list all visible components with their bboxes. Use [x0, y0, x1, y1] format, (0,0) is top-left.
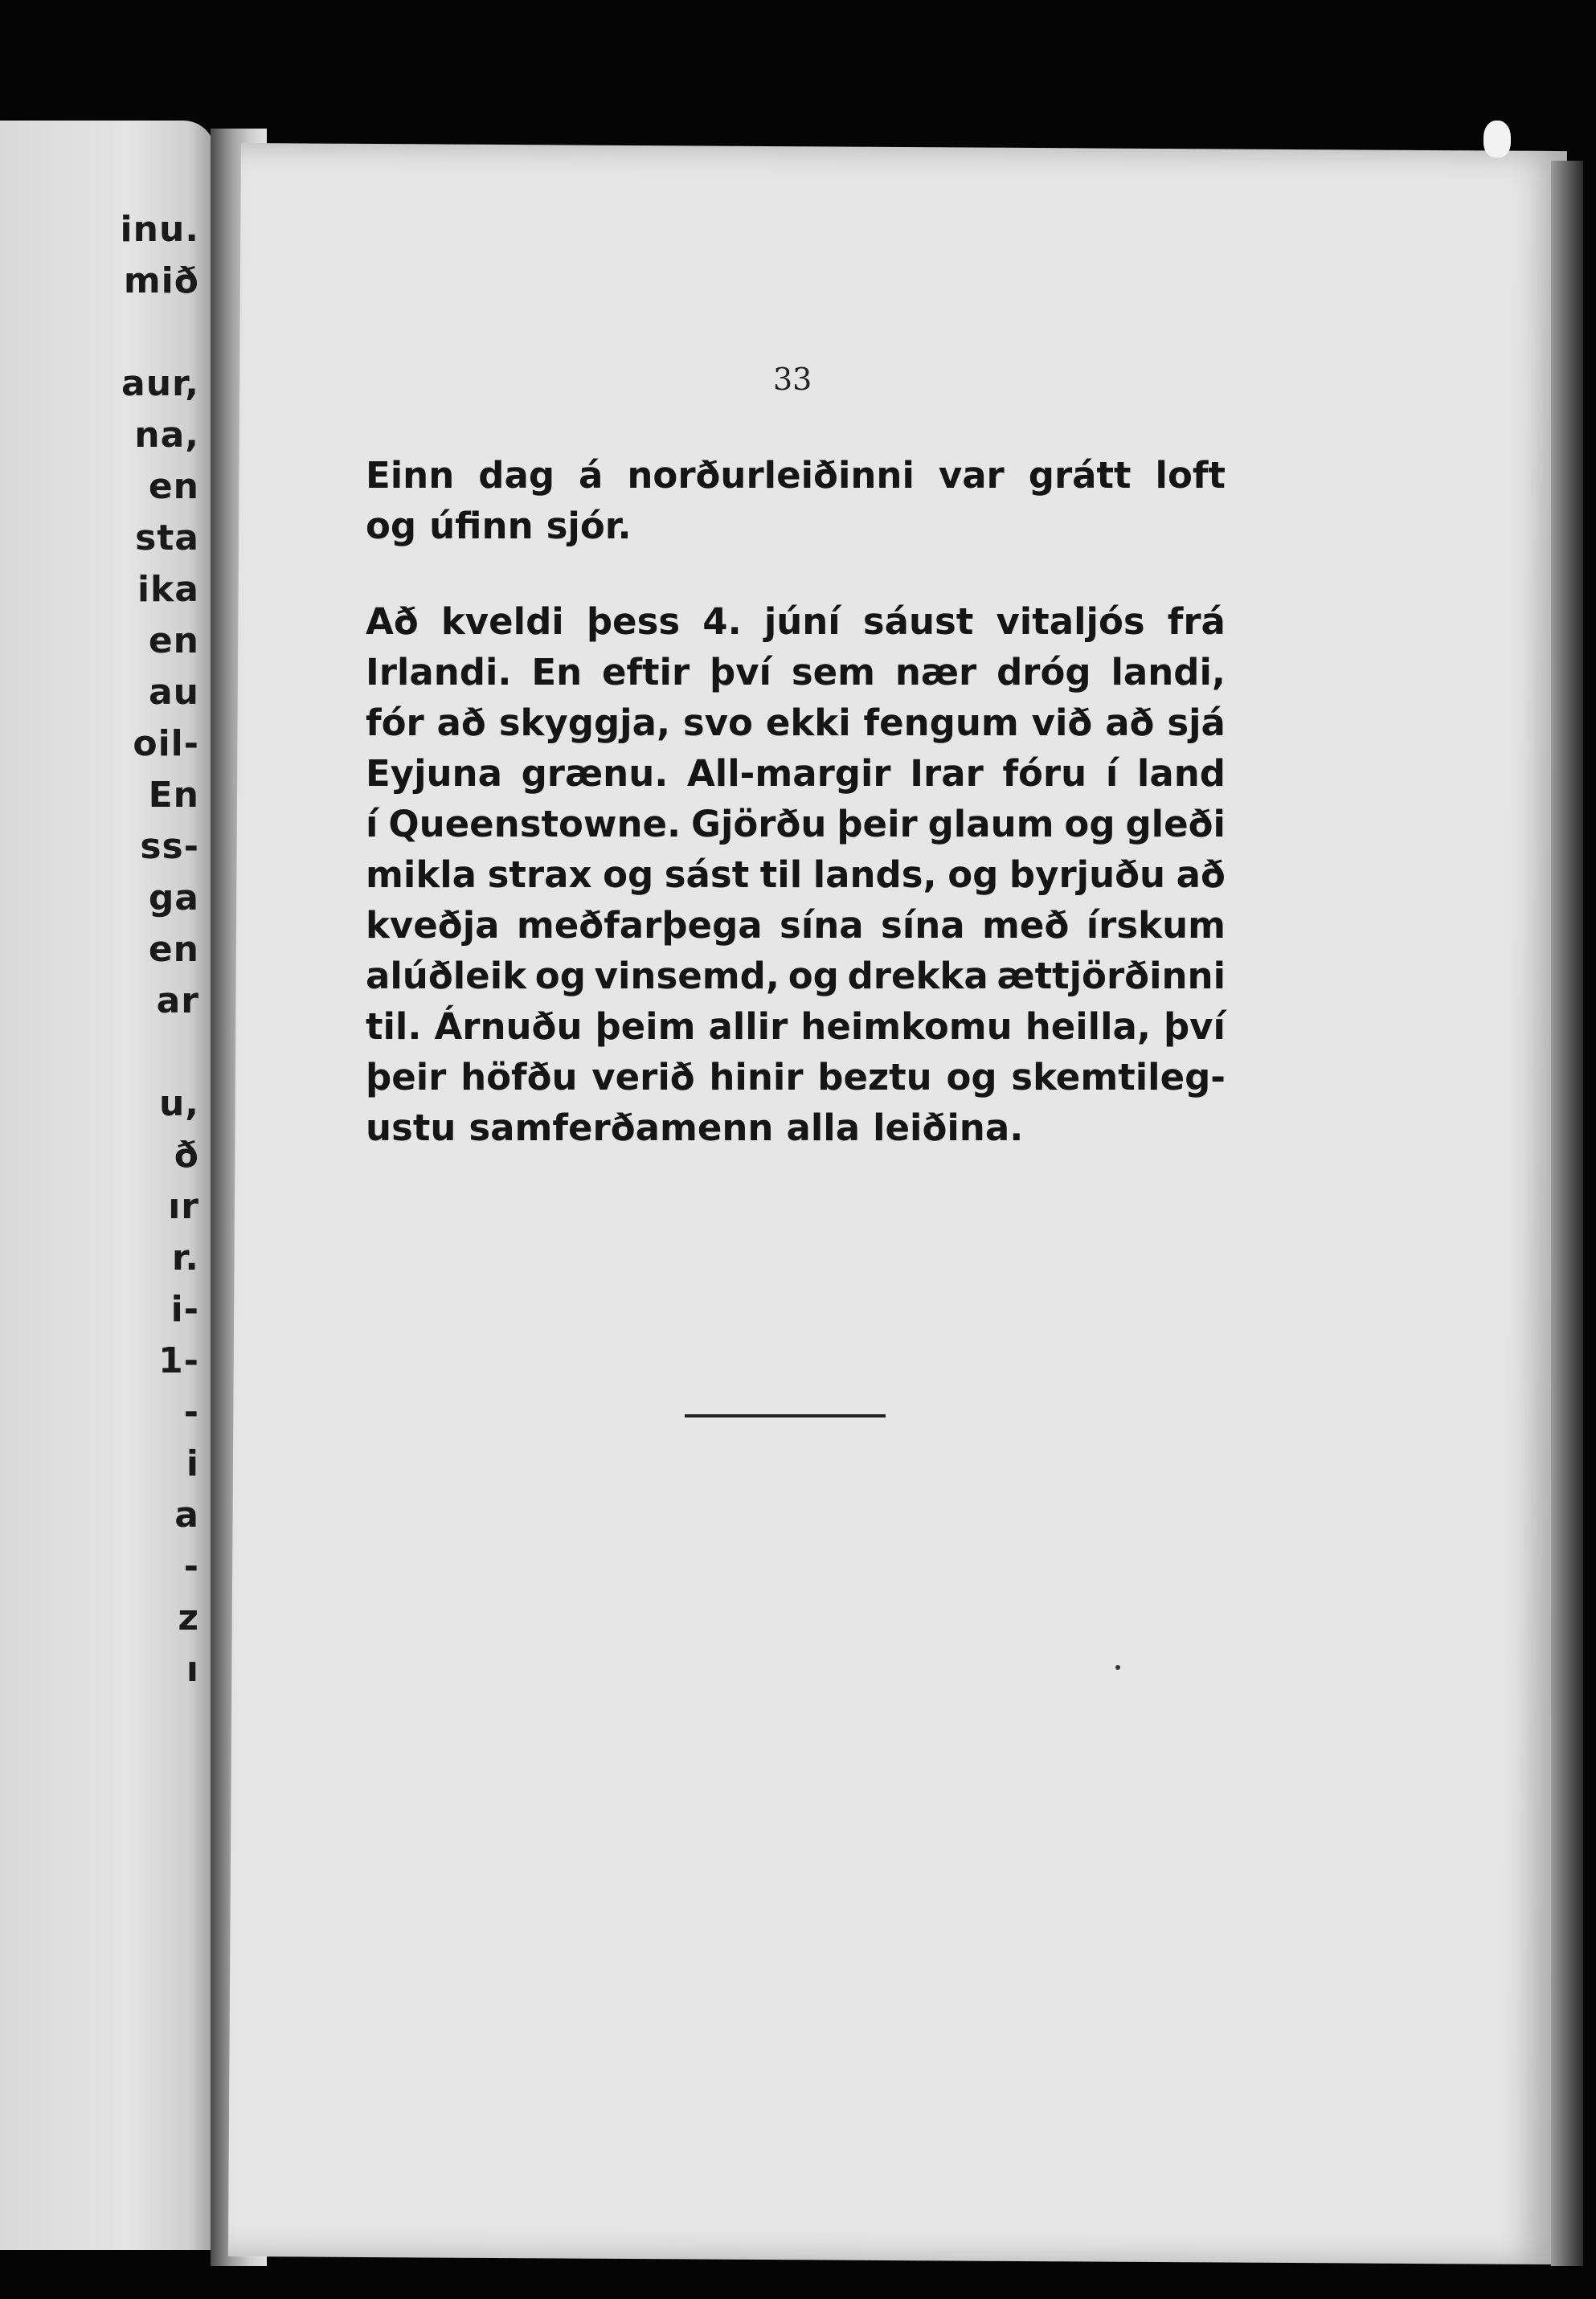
- word: gleði: [1125, 803, 1226, 845]
- page-edge-shadow: [1551, 161, 1583, 2266]
- word: fengum: [863, 702, 1019, 744]
- word: á: [579, 454, 604, 497]
- word: heilla,: [1025, 1005, 1151, 1048]
- word: samferðamenn: [469, 1107, 774, 1149]
- word: til.: [366, 1005, 422, 1048]
- word: En: [531, 651, 583, 693]
- text-line: [366, 900, 1226, 951]
- word: Árnuðu: [434, 1005, 583, 1048]
- word: allir: [708, 1005, 788, 1048]
- word: beztu: [817, 1056, 932, 1098]
- corner-mark: [1483, 121, 1511, 157]
- word: alúðleik: [366, 955, 527, 997]
- word: að: [1105, 702, 1155, 744]
- word: mikla: [366, 853, 477, 896]
- word: Queenstowne.: [388, 803, 681, 845]
- word: lands,: [812, 853, 937, 896]
- previous-page-fragment: [0, 121, 215, 2250]
- word: fóru: [1002, 752, 1087, 795]
- word: að: [436, 702, 486, 744]
- text-line: [366, 450, 1226, 501]
- word: og: [603, 853, 654, 896]
- word: Að: [366, 600, 419, 643]
- word: skemtileg-: [1011, 1056, 1226, 1098]
- text-line: [366, 1001, 1226, 1052]
- left-page-line: ga: [148, 877, 199, 918]
- word: 4.: [702, 600, 742, 643]
- left-page-line: 1-: [158, 1340, 199, 1381]
- word: grænu.: [521, 752, 669, 795]
- word: úfinn: [429, 505, 534, 547]
- left-page-line: sta: [135, 517, 199, 558]
- word: landi,: [1111, 651, 1226, 693]
- word: sína: [780, 904, 864, 947]
- left-page-line: z: [178, 1597, 199, 1638]
- word: alla: [786, 1107, 861, 1149]
- word: Gjörðu: [691, 803, 827, 845]
- text-line: [366, 596, 1226, 647]
- text-line: [366, 748, 1226, 799]
- word: með: [982, 904, 1070, 947]
- left-page-line: aur,: [121, 363, 199, 404]
- left-page-line: i-: [170, 1289, 199, 1330]
- word: því: [710, 651, 771, 693]
- left-page-line: ır: [168, 1186, 199, 1227]
- word: þeir: [366, 1056, 447, 1098]
- left-page-line: ı: [186, 1649, 199, 1690]
- word: Irlandi.: [366, 651, 512, 693]
- left-page-line: u,: [158, 1083, 199, 1124]
- text-line: [366, 849, 1226, 900]
- word: skyggja,: [498, 702, 671, 744]
- text-line: [366, 799, 1226, 849]
- word: ustu: [366, 1107, 456, 1149]
- left-page-line: i: [186, 1443, 199, 1484]
- word: hinir: [709, 1056, 804, 1098]
- word: til: [759, 853, 803, 896]
- left-page-line: -: [183, 1546, 199, 1587]
- left-page-line: ss-: [140, 826, 199, 867]
- word: var: [938, 454, 1005, 497]
- left-page-line: ar: [156, 980, 199, 1021]
- word: leiðina.: [873, 1107, 1024, 1149]
- word: Eyjuna: [366, 752, 502, 795]
- left-page-line: en: [148, 620, 199, 661]
- left-page-line: ika: [137, 569, 199, 610]
- word: norðurleiðinni: [627, 454, 915, 497]
- paragraph-1: [366, 450, 1226, 551]
- word: verið: [591, 1056, 695, 1098]
- left-page-line: inu.: [120, 209, 199, 250]
- word: sjá: [1167, 702, 1226, 744]
- word: og: [1064, 803, 1115, 845]
- page-number: 33: [773, 362, 812, 397]
- left-page-line: -: [183, 1392, 199, 1433]
- word: þeim: [595, 1005, 696, 1048]
- word: í: [1105, 752, 1119, 795]
- word: í: [366, 803, 379, 845]
- word: nær: [894, 651, 977, 693]
- word: sína: [881, 904, 965, 947]
- text-line: [366, 501, 1226, 551]
- word: fór: [366, 702, 424, 744]
- word: meðfarþega: [516, 904, 763, 947]
- left-page-line: en: [148, 929, 199, 970]
- page-body-text: [366, 450, 1226, 1198]
- word: strax: [487, 853, 592, 896]
- word: að: [1176, 853, 1226, 896]
- left-page-line: mið: [123, 260, 199, 301]
- word: kveðja: [366, 904, 500, 947]
- word: og: [946, 1056, 997, 1098]
- word: vinsemd,: [594, 955, 780, 997]
- word: þess: [586, 600, 681, 643]
- word: grátt: [1028, 454, 1132, 497]
- word: dróg: [996, 651, 1091, 693]
- word: við: [1031, 702, 1093, 744]
- word: og: [366, 505, 417, 547]
- word: kveldi: [440, 600, 564, 643]
- section-end-rule: [685, 1414, 886, 1417]
- text-line: [366, 1052, 1226, 1102]
- word: vitaljós: [996, 600, 1145, 643]
- left-page-line: na,: [134, 415, 199, 456]
- word: Einn: [366, 454, 455, 497]
- word: ættjörðinni: [996, 955, 1226, 997]
- word: sást: [664, 853, 750, 896]
- text-line: [366, 951, 1226, 1001]
- left-page-line: oil-: [133, 723, 199, 764]
- word: sáust: [862, 600, 974, 643]
- left-page-line: r.: [171, 1237, 199, 1278]
- word: land: [1136, 752, 1226, 795]
- left-page-line: au: [148, 672, 199, 713]
- left-page-line: a: [174, 1495, 199, 1536]
- word: drekka: [847, 955, 988, 997]
- word: All-margir: [686, 752, 891, 795]
- word: ekki: [765, 702, 851, 744]
- word: svo: [682, 702, 753, 744]
- word: þeir: [837, 803, 918, 845]
- paper-speck: [1115, 1665, 1120, 1670]
- word: og: [534, 955, 586, 997]
- word: því: [1163, 1005, 1226, 1048]
- left-page-line: En: [148, 775, 199, 816]
- word: Irar: [910, 752, 984, 795]
- word: og: [788, 955, 839, 997]
- left-page-line: ð: [174, 1135, 199, 1176]
- text-line: [366, 647, 1226, 697]
- text-line: [366, 697, 1226, 748]
- word: og: [947, 853, 999, 896]
- word: höfðu: [460, 1056, 578, 1098]
- word: loft: [1155, 454, 1226, 497]
- word: glaum: [927, 803, 1054, 845]
- word: heimkomu: [800, 1005, 1013, 1048]
- word: dag: [478, 454, 555, 497]
- word: frá: [1167, 600, 1226, 643]
- word: júní: [763, 600, 841, 643]
- word: eftir: [601, 651, 690, 693]
- word: byrjuðu: [1009, 853, 1166, 896]
- left-page-line: en: [148, 466, 199, 507]
- word: sjór.: [546, 505, 632, 547]
- text-line: [366, 1102, 1226, 1153]
- paragraph-2: [366, 596, 1226, 1153]
- word: írskum: [1086, 904, 1226, 947]
- word: sem: [791, 651, 876, 693]
